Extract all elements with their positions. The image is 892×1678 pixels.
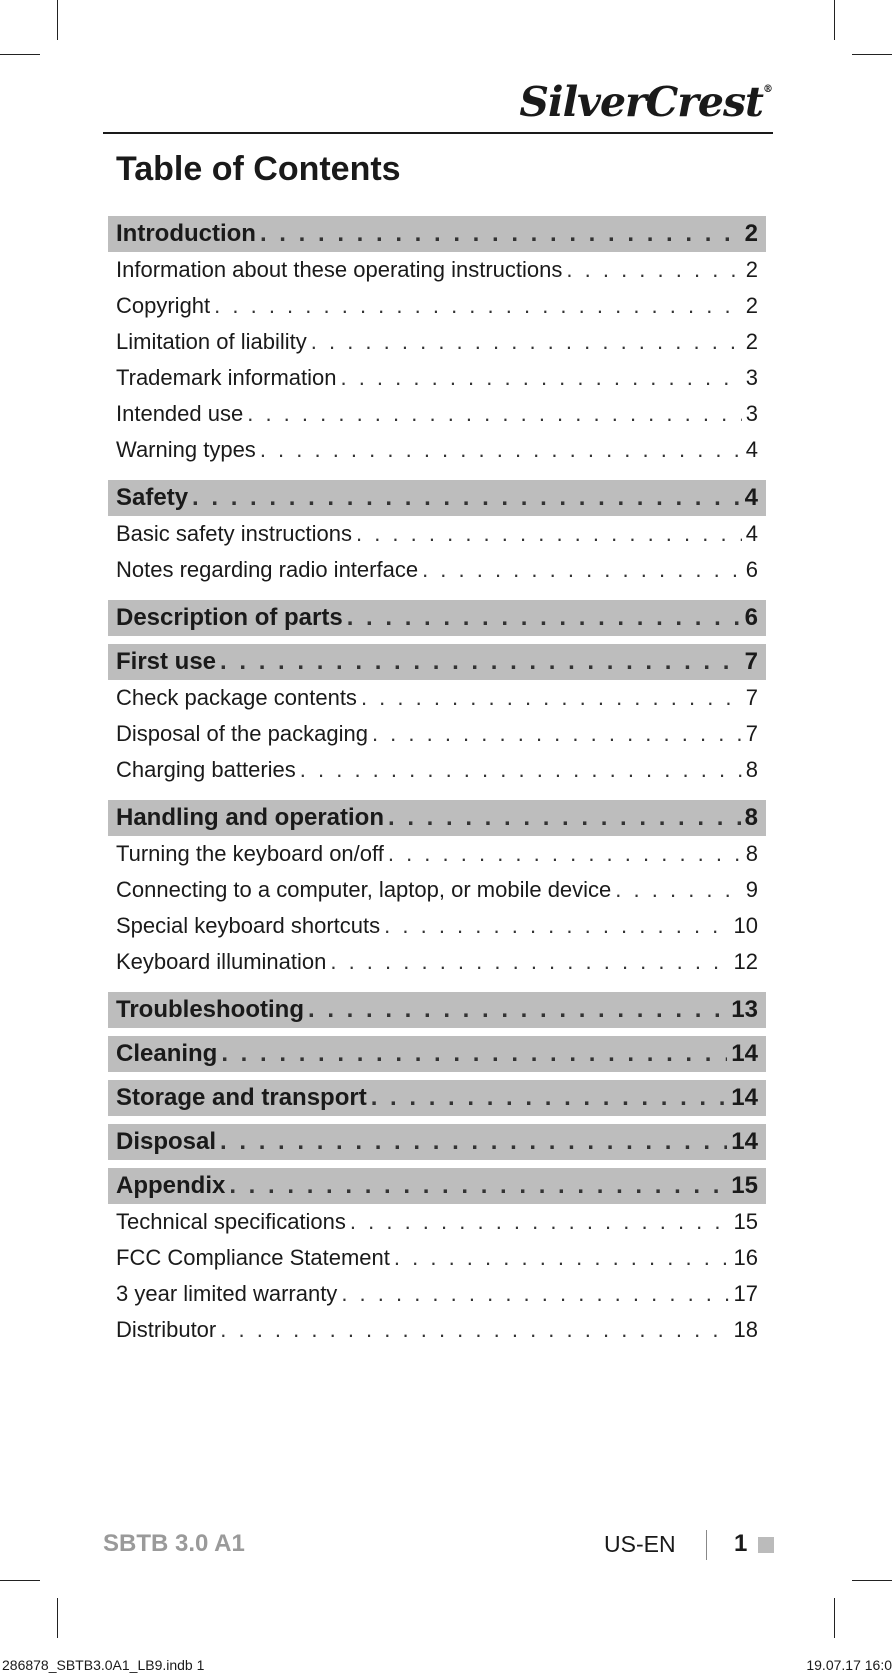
toc-section <box>108 216 766 252</box>
toc-section <box>108 644 766 680</box>
toc-label: First use <box>116 648 217 675</box>
toc-section <box>108 480 766 516</box>
toc-label: 3 year limited warranty <box>116 1281 338 1306</box>
toc-leader-dots <box>220 1128 727 1156</box>
toc-entry <box>108 716 766 752</box>
toc-entry <box>108 324 766 360</box>
toc-leader-dots <box>229 1172 727 1200</box>
toc-leader-dots <box>341 1281 729 1307</box>
toc-page-number: 15 <box>731 1172 758 1199</box>
toc-label: Warning types <box>116 437 256 462</box>
toc-label: Notes regarding radio interface <box>116 557 419 582</box>
toc-label: Special keyboard shortcuts <box>116 913 381 938</box>
toc-label: Troubleshooting <box>116 996 304 1023</box>
toc-page-number: 8 <box>745 841 758 866</box>
header-rule <box>103 132 773 134</box>
toc-entry <box>108 396 766 432</box>
toc-label: Information about these operating instructions <box>116 257 563 282</box>
toc-entry <box>108 252 766 288</box>
toc-leader-dots <box>220 648 741 676</box>
toc-label: Keyboard illumination <box>116 949 327 974</box>
toc-leader-dots <box>388 804 741 832</box>
toc-label: Connecting to a computer, laptop, or mobile device <box>116 877 612 902</box>
toc-entry <box>108 516 766 552</box>
toc-label: Introduction <box>116 220 256 247</box>
brand-logo <box>519 78 772 126</box>
print-slug-datetime: 19.07.17 16:0 <box>806 1657 892 1673</box>
toc-page-number: 12 <box>733 949 758 974</box>
toc-leader-dots <box>340 365 741 391</box>
toc-page-number: 4 <box>744 484 758 511</box>
toc-section <box>108 1036 766 1072</box>
toc-page-number: 2 <box>744 220 758 247</box>
toc-leader-dots <box>394 1245 730 1271</box>
toc-label: Description of parts <box>116 604 343 631</box>
toc-section <box>108 800 766 836</box>
toc-leader-dots <box>347 604 741 632</box>
toc-leader-dots <box>566 257 741 283</box>
toc-entry <box>108 908 766 944</box>
toc-section <box>108 1124 766 1160</box>
toc-label: Safety <box>116 484 189 511</box>
toc-page-number: 4 <box>745 521 758 546</box>
toc-page-number: 2 <box>745 293 758 318</box>
toc-entry <box>108 1276 766 1312</box>
toc-page-number: 7 <box>744 648 758 675</box>
toc-label: Copyright <box>116 293 211 318</box>
toc-leader-dots <box>260 437 742 463</box>
toc-label: Turning the keyboard on/off <box>116 841 384 866</box>
toc-label: Charging batteries <box>116 757 296 782</box>
print-slug-file: 286878_SBTB3.0A1_LB9.indb 1 <box>2 1657 205 1673</box>
toc-page-number: 3 <box>745 401 758 426</box>
footer-square-mark <box>758 1537 774 1553</box>
toc-leader-dots <box>356 521 742 547</box>
toc-page-number: 15 <box>733 1209 758 1234</box>
toc-entry <box>108 360 766 396</box>
toc-page-number: 7 <box>745 721 758 746</box>
toc-entry <box>108 552 766 588</box>
crop-mark <box>834 1598 835 1638</box>
toc-label: Limitation of liability <box>116 329 307 354</box>
toc-label: Distributor <box>116 1317 217 1342</box>
crop-mark <box>834 0 835 40</box>
footer-page-number: 1 <box>734 1530 748 1557</box>
toc-page-number: 18 <box>733 1317 758 1342</box>
footer-model: SBTB 3.0 A1 <box>103 1530 245 1557</box>
crop-mark <box>0 54 40 55</box>
toc-entry <box>108 1312 766 1348</box>
toc-page-number: 14 <box>731 1040 758 1067</box>
footer-separator <box>706 1530 707 1560</box>
toc-leader-dots <box>372 721 742 747</box>
toc-page-number: 10 <box>733 913 758 938</box>
toc-label: Check package contents <box>116 685 357 710</box>
toc-page-number: 3 <box>745 365 758 390</box>
toc-page-number: 14 <box>731 1128 758 1155</box>
toc-page-number: 7 <box>745 685 758 710</box>
toc-section <box>108 600 766 636</box>
toc-page-number: 2 <box>745 257 758 282</box>
toc-section <box>108 992 766 1028</box>
toc-entry <box>108 432 766 468</box>
crop-mark <box>0 1580 40 1581</box>
toc-label: Disposal <box>116 1128 217 1155</box>
toc-section <box>108 1080 766 1116</box>
toc-label: Disposal of the packaging <box>116 721 368 746</box>
toc-leader-dots <box>308 996 727 1024</box>
table-of-contents <box>108 216 766 1348</box>
toc-label: Appendix <box>116 1172 226 1199</box>
toc-entry <box>108 752 766 788</box>
toc-leader-dots <box>388 841 742 867</box>
toc-leader-dots <box>214 293 742 319</box>
toc-leader-dots <box>371 1084 728 1112</box>
toc-label: Cleaning <box>116 1040 218 1067</box>
toc-label: Storage and transport <box>116 1084 367 1111</box>
toc-leader-dots <box>615 877 741 903</box>
toc-page-number: 6 <box>744 604 758 631</box>
toc-label: Basic safety instructions <box>116 521 352 546</box>
toc-entry <box>108 680 766 716</box>
toc-page-number: 6 <box>745 557 758 582</box>
toc-entry <box>108 1240 766 1276</box>
crop-mark <box>57 1598 58 1638</box>
toc-leader-dots <box>221 1040 727 1068</box>
toc-page-number: 8 <box>745 757 758 782</box>
toc-label: Technical specifications <box>116 1209 346 1234</box>
toc-leader-dots <box>247 401 742 427</box>
toc-label: Trademark information <box>116 365 337 390</box>
toc-leader-dots <box>260 220 741 248</box>
toc-page-number: 13 <box>731 996 758 1023</box>
toc-page-number: 4 <box>745 437 758 462</box>
toc-label: FCC Compliance Statement <box>116 1245 390 1270</box>
toc-entry <box>108 872 766 908</box>
toc-page-number: 16 <box>733 1245 758 1270</box>
toc-entry <box>108 944 766 980</box>
toc-page-number: 9 <box>745 877 758 902</box>
crop-mark <box>852 54 892 55</box>
registered-mark: ® <box>763 84 772 95</box>
toc-page-number: 14 <box>731 1084 758 1111</box>
toc-leader-dots <box>311 329 742 355</box>
toc-leader-dots <box>350 1209 730 1235</box>
toc-page-number: 8 <box>744 804 758 831</box>
toc-label: Intended use <box>116 401 244 426</box>
brand-logo-text: SilverCrest <box>519 78 763 126</box>
toc-leader-dots <box>192 484 741 512</box>
page-title: Table of Contents <box>116 150 401 188</box>
toc-leader-dots <box>300 757 742 783</box>
footer-language: US-EN <box>604 1531 676 1557</box>
toc-entry <box>108 288 766 324</box>
toc-leader-dots <box>361 685 742 711</box>
crop-mark <box>57 0 58 40</box>
crop-mark <box>852 1580 892 1581</box>
toc-label: Handling and operation <box>116 804 384 831</box>
toc-leader-dots <box>220 1317 729 1343</box>
toc-leader-dots <box>384 913 729 939</box>
toc-leader-dots <box>422 557 742 583</box>
toc-page-number: 2 <box>745 329 758 354</box>
toc-section <box>108 1168 766 1204</box>
toc-entry <box>108 836 766 872</box>
toc-leader-dots <box>330 949 729 975</box>
toc-page-number: 17 <box>733 1281 758 1306</box>
toc-entry <box>108 1204 766 1240</box>
